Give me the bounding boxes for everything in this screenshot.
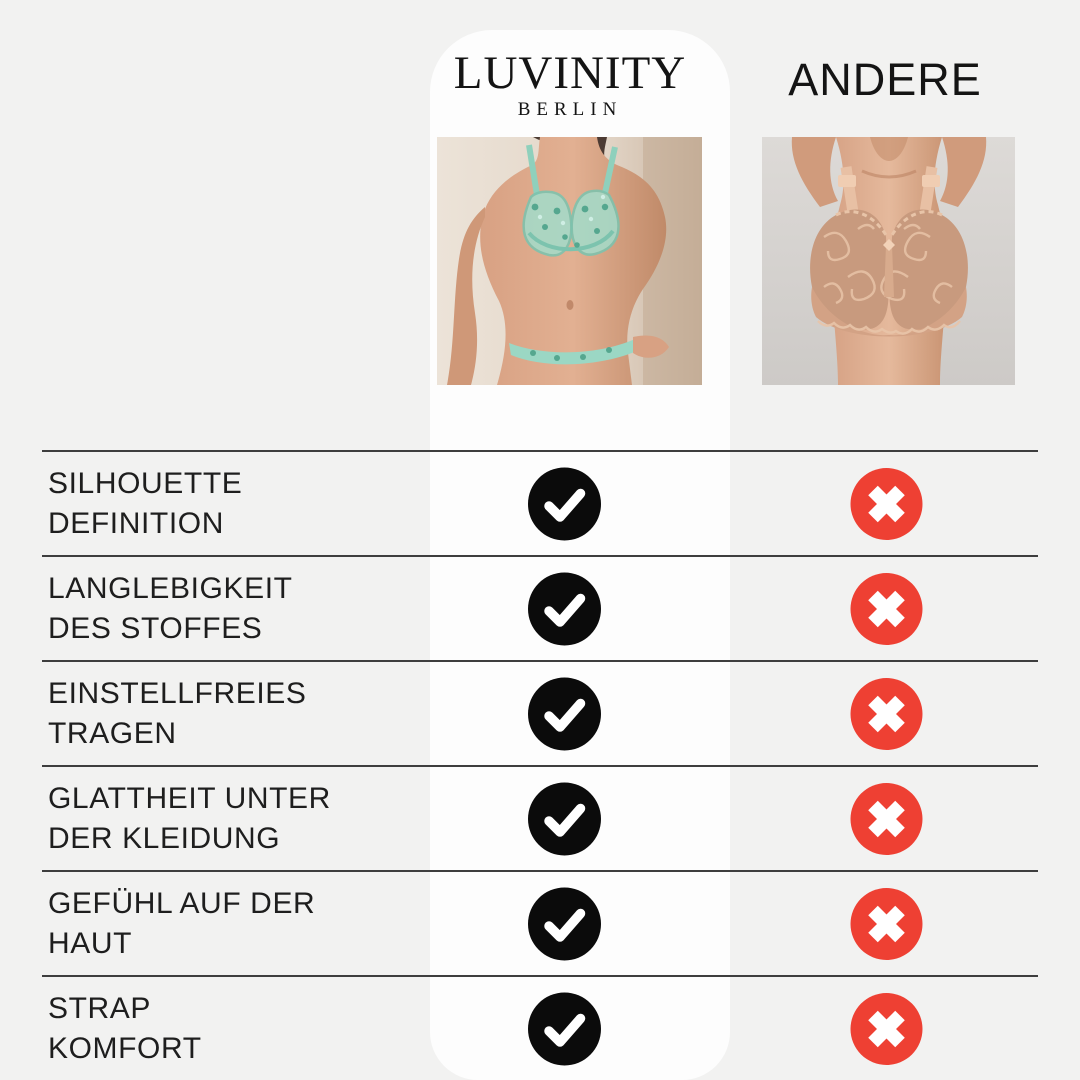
cross-icon [850, 677, 923, 750]
cross-icon [850, 572, 923, 645]
check-icon [528, 572, 601, 645]
row-label: STRAP KOMFORT [48, 991, 202, 1065]
check-icon [528, 887, 601, 960]
cross-icon [850, 992, 923, 1065]
row-label: GEFÜHL AUF DER HAUT [48, 886, 316, 960]
row-glattheit [42, 765, 1038, 870]
cross-icon [850, 467, 923, 540]
row-einstellfreies-tragen [42, 660, 1038, 765]
row-label: GLATTHEIT UNTER DER KLEIDUNG [48, 781, 331, 855]
brand-header [430, 48, 710, 121]
row-silhouette-definition [42, 450, 1038, 555]
comparison-table [42, 450, 1038, 1080]
cross-icon [850, 887, 923, 960]
cross-icon [850, 782, 923, 855]
competitor-header: ANDERE [788, 54, 982, 105]
brand-logo: LUVINITY [453, 47, 687, 99]
row-strap-komfort [42, 975, 1038, 1080]
check-icon [528, 467, 601, 540]
check-icon [528, 677, 601, 750]
brand-logo-subtitle: BERLIN [517, 99, 623, 120]
check-icon [528, 782, 601, 855]
competitor-product-photo [762, 137, 1015, 385]
row-label: SILHOUETTE DEFINITION [48, 466, 243, 540]
brand-product-photo [437, 137, 702, 385]
row-label: LANGLEBIGKEIT DES STOFFES [48, 571, 293, 645]
row-langlebigkeit [42, 555, 1038, 660]
check-icon [528, 992, 601, 1065]
row-label: EINSTELLFREIES TRAGEN [48, 676, 307, 750]
row-gefuehl-auf-der-haut [42, 870, 1038, 975]
